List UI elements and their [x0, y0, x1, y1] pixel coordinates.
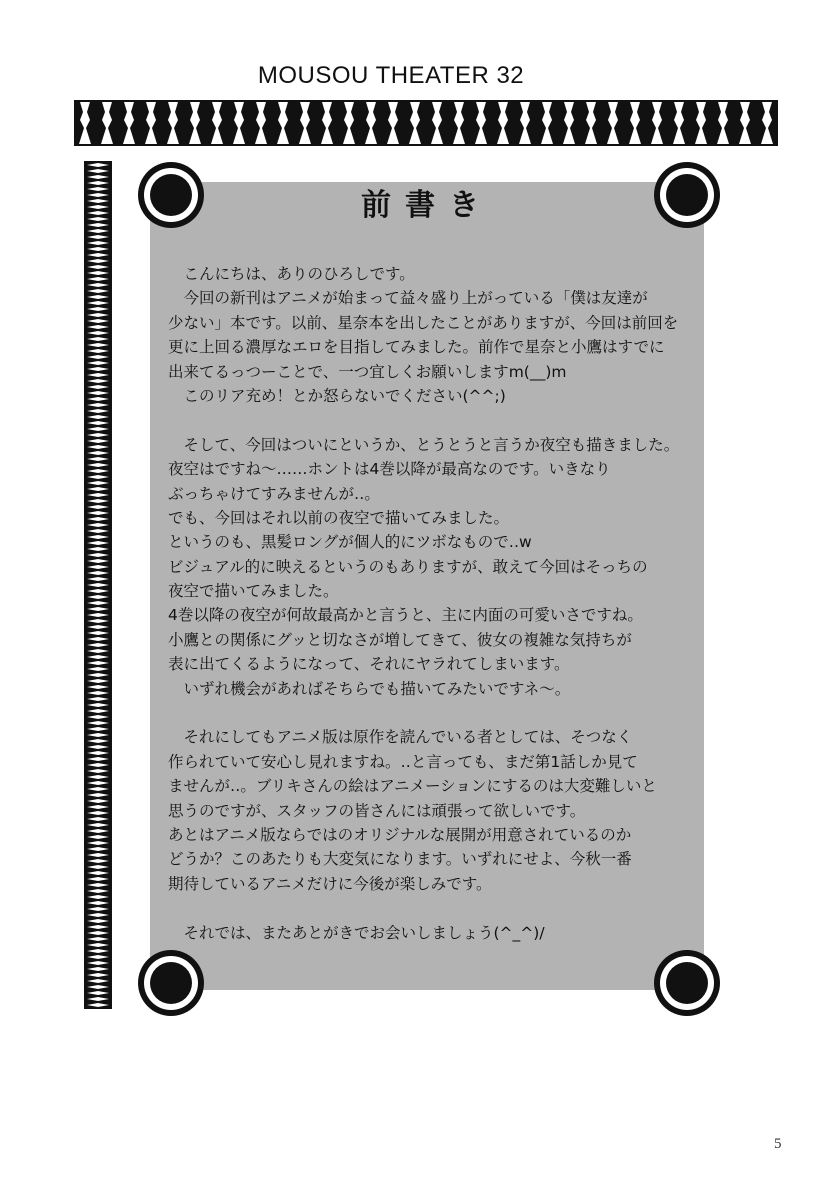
body-line: でも、今回はそれ以前の夜空で描いてみました。: [168, 508, 510, 527]
body-line: そして、今回はついにというか、とうとうと言うか夜空も描きました。: [168, 435, 680, 454]
body-line: 夜空はですね～……ホントは4巻以降が最高なのです。いきなり: [168, 460, 611, 479]
body-line: 期待しているアニメだけに今後が楽しみです。: [168, 874, 492, 893]
body-line: それにしてもアニメ版は原作を読んでいる者としては、そつなく: [168, 728, 633, 747]
body-line: それでは、またあとがきでお会いしましょう(^_^)/: [168, 923, 545, 942]
body-line: 思うのですが、スタッフの皆さんには頑張って欲しいです。: [168, 801, 586, 820]
body-line: 表に出てくるようになって、それにヤラれてしまいます。: [168, 655, 570, 674]
body-line: 少ない」本です。以前、星奈本を出したことがありますが、今回は前回を: [168, 313, 679, 332]
body-line: ぶっちゃけてすみませんが‥。: [168, 484, 380, 503]
page-header-title: MOUSOU THEATER 32: [257, 62, 525, 89]
body-line: 夜空で描いてみました。: [168, 582, 339, 601]
corner-ornament-icon: [652, 948, 722, 1018]
body-line: 小鷹との関係にグッと切なさが増してきて、彼女の複雑な気持ちが: [168, 630, 632, 649]
body-line: 今回の新刊はアニメが始まって益々盛り上がっている「僕は友達が: [168, 289, 648, 308]
paragraph-gap: [168, 701, 708, 725]
body-line: このリア充め！とか怒らないでください(^^;): [168, 386, 506, 405]
paragraph-gap: [168, 408, 708, 432]
body-line: というのも、黒髪ロングが個人的にツボなもので‥w: [168, 533, 532, 552]
paragraph-gap: [168, 896, 708, 920]
body-line: 4巻以降の夜空が何故最高かと言うと、主に内面の可愛いさですね。: [168, 606, 643, 625]
decorative-banner: [74, 100, 778, 146]
page-number: 5: [774, 1136, 782, 1152]
body-line: 出来てるっつーことで、一つ宜しくお願いしますm(__)m: [168, 362, 567, 381]
corner-ornament-icon: [136, 948, 206, 1018]
body-line: ませんが‥。ブリキさんの絵はアニメーションにするのは大変難しいと: [168, 777, 657, 796]
preface-body: [168, 262, 708, 945]
body-line: いずれ機会があればそちらでも描いてみたいですネ～。: [168, 679, 571, 698]
decorative-side-strip: [84, 161, 112, 1009]
body-line: どうか？このあたりも大変気になります。いずれにせよ、今秋一番: [168, 850, 632, 869]
preface-heading: 前書き: [361, 188, 493, 223]
body-line: ビジュアル的に映えるというのもありますが、敢えて今回はそっちの: [168, 557, 648, 576]
body-line: こんにちは、ありのひろしです。: [168, 265, 415, 283]
body-line: 作られていて安心し見れますね。‥と言っても、まだ第1話しか見て: [168, 752, 638, 771]
body-line: 更に上回る濃厚なエロを目指してみました。前作で星奈と小鷹はすでに: [168, 338, 665, 357]
body-line: あとはアニメ版ならではのオリジナルな展開が用意されているのか: [168, 825, 632, 844]
